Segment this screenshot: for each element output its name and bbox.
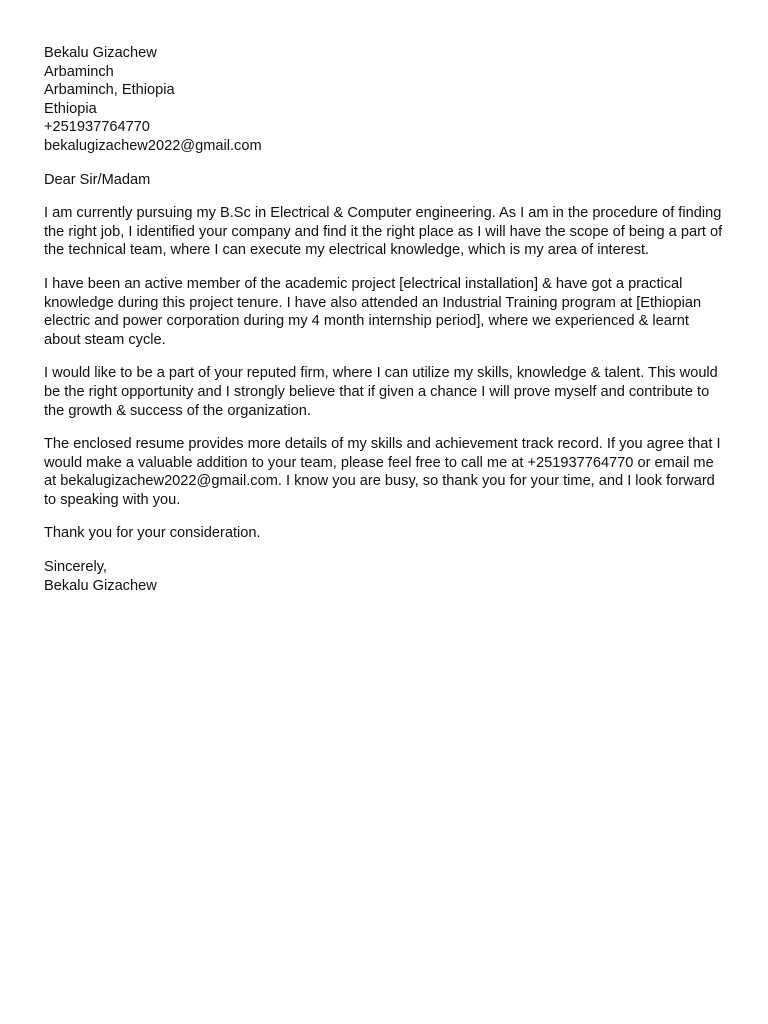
signature-name: Bekalu Gizachew [44, 577, 157, 594]
salutation: Dear Sir/Madam [44, 171, 151, 188]
body-paragraph-motivation: I would like to be a part of your reputed firm, where I can utilize my skills, knowledge & talent. This would be the right opportunity and I strongly believe that if given a chance I will prove myself and contribute to the growth & success of the organization. [44, 365, 718, 419]
body-paragraph-contact: The enclosed resume provides more details of my skills and achievement track record. If you agree that I would make a valuable addition to your team, please feel free to call me at +251937764770 or email me at bekalugizachew2022@gmail.com. I know you are busy, so thank you for your time, and I look forward to speaking with you. [44, 436, 721, 508]
cover-letter [44, 44, 728, 595]
sender-address-line1: Arbaminch [44, 63, 114, 80]
sender-phone: +251937764770 [44, 119, 150, 136]
sender-name: Bekalu Gizachew [44, 45, 157, 61]
closing-block [44, 558, 728, 595]
body-paragraph-experience: I have been an active member of the academic project [electrical installation] & have got a practical knowledge during this project tenure. I have also attended an Industrial Training program at [Ethiopian electric and power corporation during my 4 month internship period], where we experienced & learnt about steam cycle. [44, 275, 702, 348]
body-paragraph-thanks: Thank you for your consideration. [44, 525, 261, 542]
valediction: Sincerely, [44, 559, 107, 576]
sender-country: Ethiopia [44, 100, 97, 117]
sender-email: bekalugizachew2022@gmail.com [44, 137, 262, 154]
sender-address-line2: Arbaminch, Ethiopia [44, 82, 175, 99]
sender-block [44, 44, 728, 156]
body-paragraph-intro: I am currently pursuing my B.Sc in Electrical & Computer engineering. As I am in the procedure of finding the right job, I identified your company and find it the right place as I will have the scope of being a part of the technical team, where I can execute my electrical knowledge, which is my area of interest. [44, 205, 723, 259]
